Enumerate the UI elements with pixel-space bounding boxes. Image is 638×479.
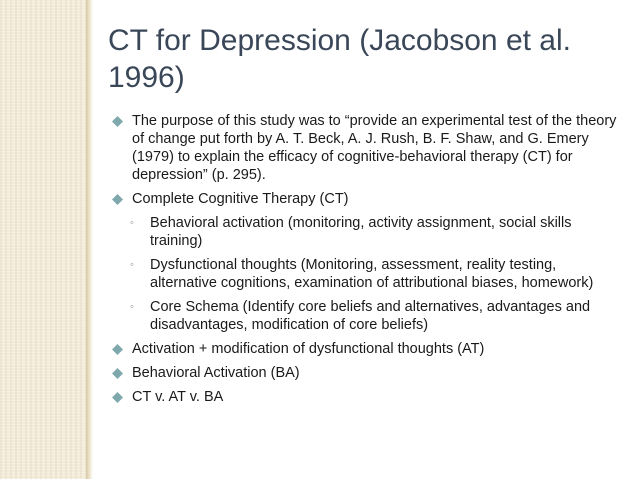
bullet-text: Behavioral Activation (BA) xyxy=(132,365,300,381)
side-strip-edge xyxy=(86,0,93,479)
diamond-bullet-icon xyxy=(112,194,123,205)
bullet-item xyxy=(108,340,623,358)
bullet-list xyxy=(108,112,623,412)
ring-bullet-icon: ◦ xyxy=(130,301,134,313)
ring-bullet-icon: ◦ xyxy=(130,259,134,271)
bullet-item xyxy=(108,364,623,382)
sub-bullet-item xyxy=(130,214,623,250)
sub-bullet-text: Core Schema (Identify core beliefs and alternatives, advantages and disadvantages, modification of core beliefs) xyxy=(150,299,591,333)
sub-bullet-item xyxy=(130,256,623,292)
diamond-bullet-icon xyxy=(112,344,123,355)
diamond-bullet-icon xyxy=(112,116,123,127)
sub-bullet-text: Dysfunctional thoughts (Monitoring, assessment, reality testing, alternative cognitions, examination of attributional biases, homework) xyxy=(150,257,594,291)
diamond-bullet-icon xyxy=(112,368,123,379)
decorative-side-strip xyxy=(0,0,86,479)
sub-bullet-item xyxy=(130,298,623,334)
bullet-item xyxy=(108,388,623,406)
bullet-text: CT v. AT v. BA xyxy=(132,389,224,405)
sub-bullet-text: Behavioral activation (monitoring, activity assignment, social skills training) xyxy=(150,215,572,249)
diamond-bullet-icon xyxy=(112,392,123,403)
bullet-item xyxy=(108,190,623,334)
sub-bullet-list xyxy=(130,214,623,334)
bullet-text: Complete Cognitive Therapy (CT) xyxy=(132,191,349,207)
slide-title: CT for Depression (Jacobson et al. 1996) xyxy=(108,24,571,94)
bullet-text: The purpose of this study was to “provide an experimental test of the theory of change put forth by A. T. Beck, A. J. Rush, B. F. Shaw, and G. Emery (1979) to explain the efficacy of cognitive-behavioral therapy (CT) for depression” (p. 295). xyxy=(132,113,617,183)
bullet-item xyxy=(108,112,623,184)
ring-bullet-icon: ◦ xyxy=(130,217,134,229)
bullet-text: Activation + modification of dysfunctional thoughts (AT) xyxy=(132,341,485,357)
